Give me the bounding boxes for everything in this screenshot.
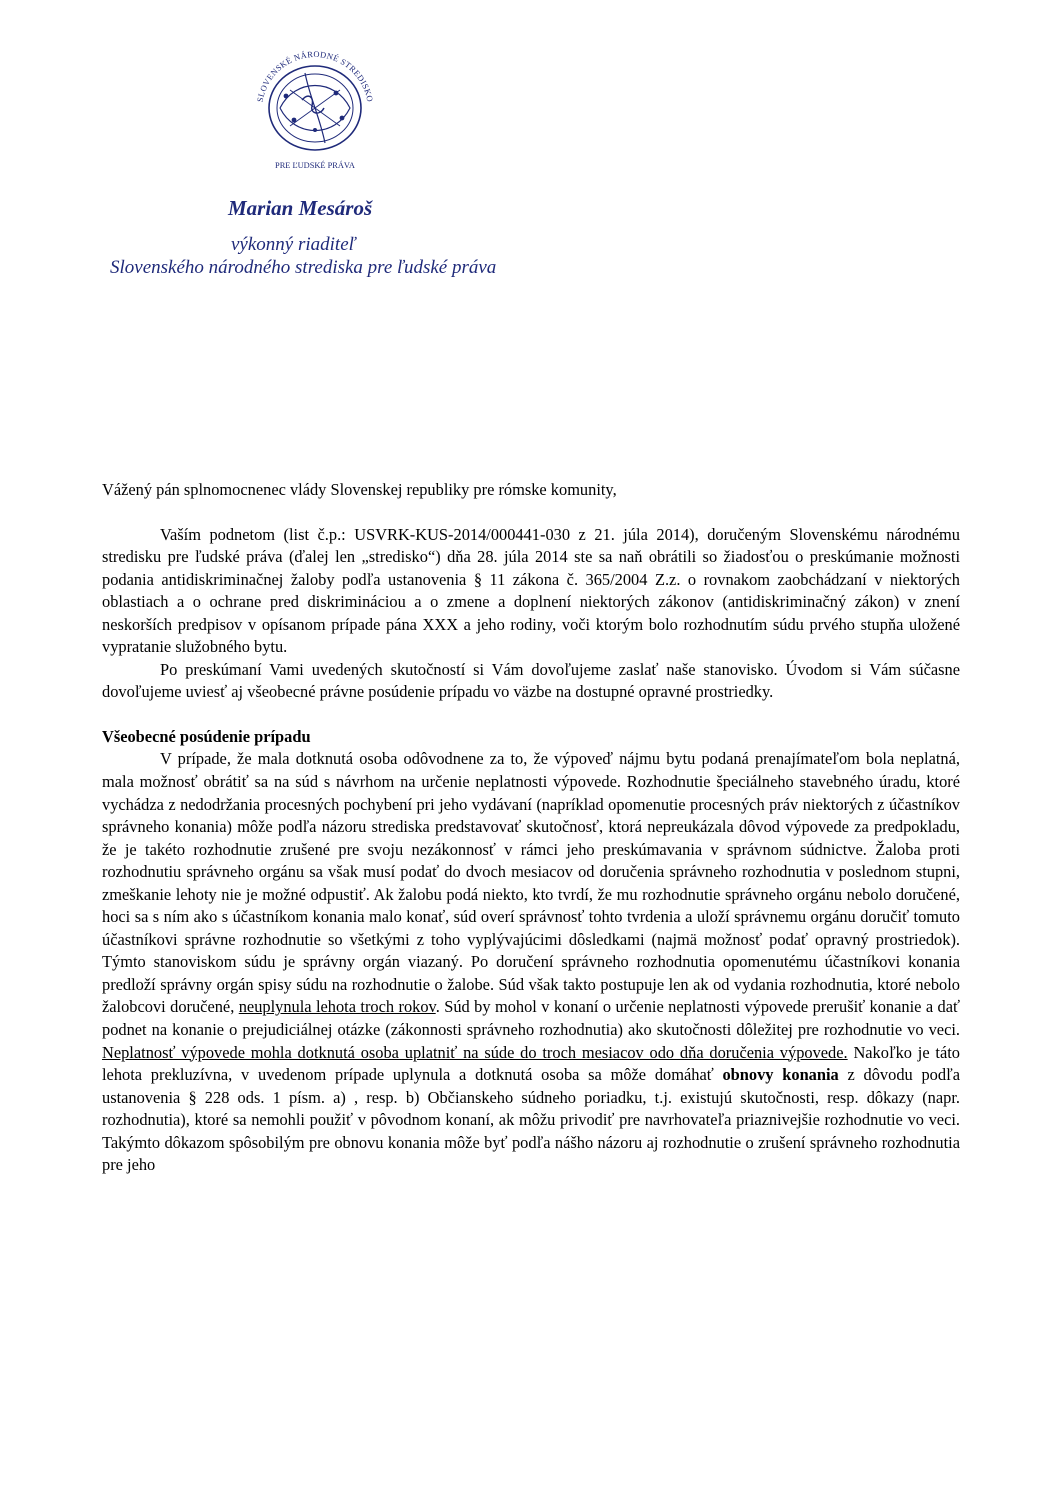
assessment-text-1: V prípade, že mala dotknutá osoba odôvodnene za to, že výpoveď nájmu bytu podaná prenajímateľom bola neplatná, mala možnosť obrátiť sa na súd s návrhom na určenie neplatnosti výpovede. Rozhodnutie špeciálneho stavebného úradu, ktoré vychádza z nedodržania procesných pochybení pri jeho vydávaní (napríklad opomenutie procesných práv niektorých z účastníkov správneho konania) môže podľa názoru strediska predstavovať skutočnosť, ktorá nepreukázala dôvod výpovede za predpokladu, že je takéto rozhodnutie zrušené pre svoju nezákonnosť v rámci jeho preskúmavania v správnom súdnictve. Žaloba proti rozhodnutiu správneho orgánu sa však musí podať do dvoch mesiacov od doručenia správneho rozhodnutia v poslednom stupni, zmeškanie lehoty nie je možné odpustiť. Ak žalobu podá niekto, kto tvrdí, že mu rozhodnutie správneho orgánu nebolo doručené, hoci sa s ním ako s účastníkom konania malo konať, súd overí správnosť tohto tvrdenia a uloží správnemu orgánu doručiť tomuto účastníkovi správne rozhodnutie so všetkými z toho vyplývajúcimi dôsledkami (najmä možnosť podať opravný prostriedok). Týmto stanoviskom súdu je správny orgán viazaný. Po doručení správneho rozhodnutia opomenutému účastníkovi konania predloží správny orgán spisy súdu na rozhodnutie o žalobe. Súd však takto postupuje len ak od vydania rozhodnutia, ktoré nebolo žalobcovi doručené, [102, 749, 960, 1017]
assessment-underline-1: neuplynula lehota troch rokov [238, 997, 436, 1017]
assessment-text-3: Nakoľko je táto lehota prekluzívna, v uvedenom prípade uplynula a dotknutá osoba sa môže domáhať [102, 1042, 960, 1085]
logo-top-text: SLOVENSKÉ NÁRODNÉ STREDISKO [255, 49, 375, 103]
signatory-name: Marian Mesároš [228, 196, 373, 220]
letter-body [102, 479, 960, 1177]
organization-logo [250, 38, 380, 183]
svg-text:SLOVENSKÉ NÁRODNÉ STREDISKO [256, 50, 375, 103]
signatory-role: výkonný riaditeľ [231, 234, 356, 255]
assessment-text-2: . Súd by mohol v konaní o určenie neplatnosti výpovede prerušiť konanie a dať podnet na konanie o prejudiciálnej otázke (zákonnosti správneho rozhodnutia) ako skutočnosti dôležitej pre rozhodnutie vo veci. [102, 997, 961, 1040]
paragraph-assessment [102, 748, 960, 1176]
assessment-underline-2: Neplatnosť výpovede mohla dotknutá osoba uplatniť na súde do troch mesiacov odo dňa doručenia výpovede. [102, 1042, 848, 1062]
paragraph-request: Vaším podnetom (list č.p.: USVRK-KUS-2014/000441-030 z 21. júla 2014), doručeným Slovenskému národnému stredisku pre ľudské práva (ďalej len „stredisko“) dňa 28. júla 2014 ste sa naň obrátili so žiadosťou o preskúmanie možnosti podania antidiskriminačnej žaloby podľa ustanovenia § 11 zákona č. 365/2004 Z.z. o rovnakom zaobchádzaní v niektorých oblastiach a o ochrane pred diskrimináciou a o zmene a doplnení niektorých zákonov (antidiskriminačný zákon) v znení neskorších predpisov v opísanom prípade pána XXX a jeho rodiny, voči ktorým bolo rozhodnutím súdu prvého stupňa uložené vypratanie služobného bytu. [102, 524, 960, 657]
assessment-bold: obnovy konania [722, 1065, 839, 1085]
paragraph-statement: Po preskúmaní Vami uvedených skutočností si Vám dovoľujeme zaslať naše stanovisko. Úvodom si Vám súčasne dovoľujeme uviesť aj všeobecné právne posúdenie prípadu vo väzbe na dostupné opravné prostriedky. [102, 659, 960, 702]
logo-bottom-text: PRE ĽUDSKÉ PRÁVA [275, 161, 355, 170]
greeting: Vážený pán splnomocnenec vlády Slovenskej republiky pre rómske komunity, [102, 480, 617, 499]
assessment-text-4: z dôvodu podľa ustanovenia § 228 ods. 1 písm. a) , resp. b) Občianskeho súdneho poriadku, t.j. existujú skutočnosti, resp. dôkazy (napr. rozhodnutia), ktoré sa nemohli použiť v pôvodnom konaní, ak môžu privodiť pre navrhovateľa priaznivejšie rozhodnutie vo veci. Takýmto dôkazom spôsobilým pre obnovu konania môže byť podľa nášho názoru aj rozhodnutie o zrušení správneho rozhodnutia pre jeho [102, 1065, 960, 1175]
signatory-organization: Slovenského národného strediska pre ľudské práva [110, 257, 497, 278]
section-heading: Všeobecné posúdenie prípadu [102, 726, 311, 746]
